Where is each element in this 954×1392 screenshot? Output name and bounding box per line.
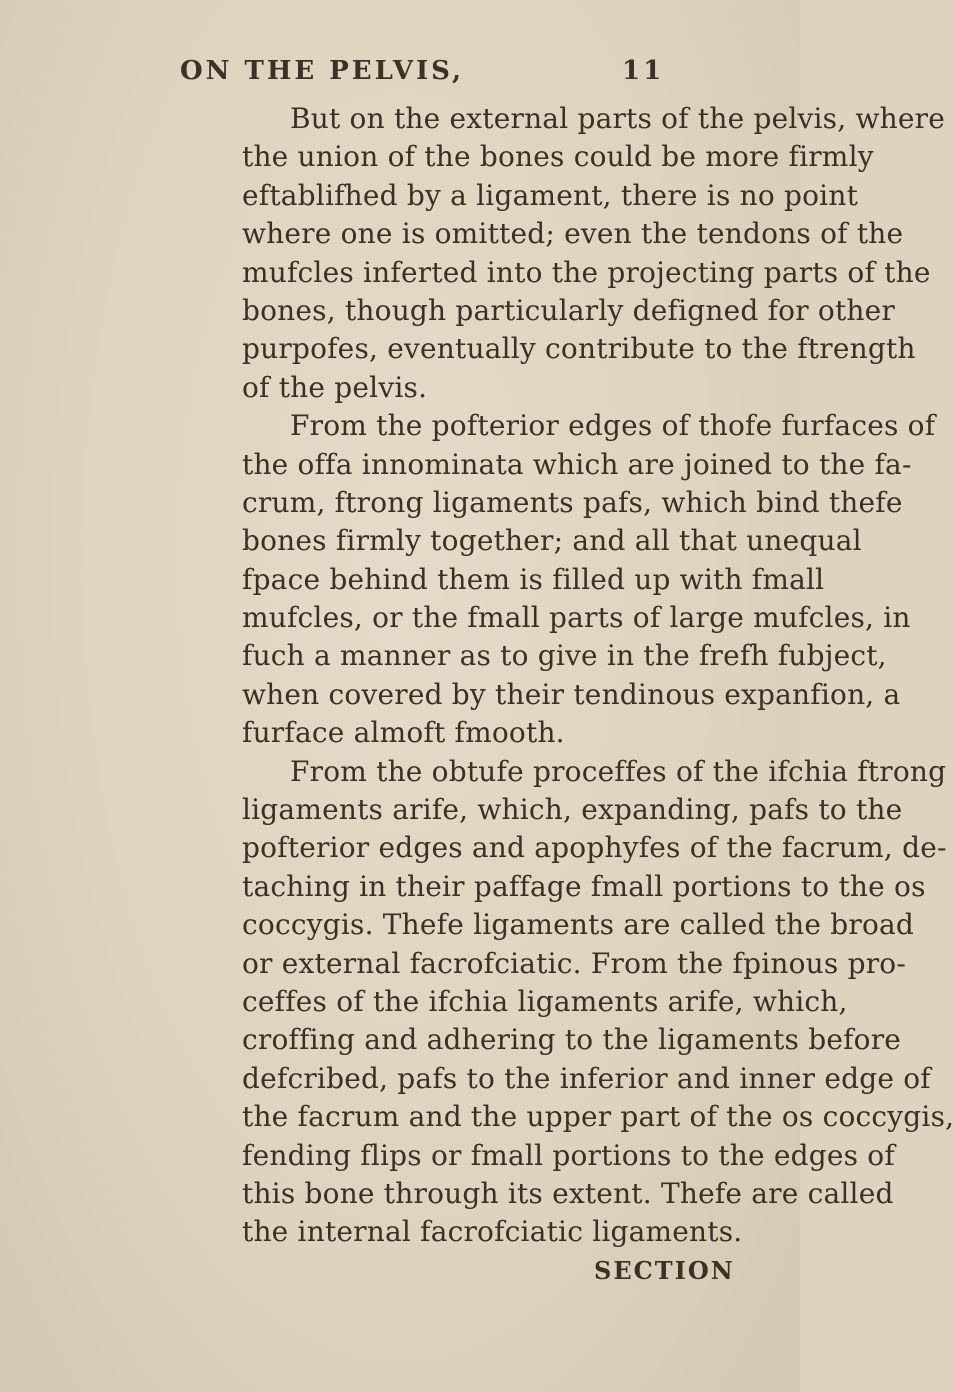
text-line: defcribed, pafs to the inferior and inner edge of [242,1061,931,1095]
page-number: 11 [622,56,665,86]
text-line: taching in their paffage fmall portions to the os [242,869,926,903]
text-line: From the obtufe proceffes of the ifchia ftrong [290,754,947,788]
body-text [242,100,954,1252]
text-line: furface almoft fmooth. [242,716,565,750]
text-line: where one is omitted; even the tendons of the [242,217,904,251]
text-line: coccygis. Thefe ligaments are called the broad [242,908,915,942]
text-line: bones firmly together; and all that unequal [242,524,862,558]
text-line: croffing and adhering to the ligaments before [242,1023,902,1057]
running-head-title: ON THE PELVIS, [180,56,465,86]
text-line: eftablifhed by a ligament, there is no point [242,178,859,212]
text-line: fending flips or fmall portions to the edges of [242,1138,895,1172]
text-line: crum, ftrong ligaments pafs, which bind thefe [242,485,903,519]
text-line: From the pofterior edges of thofe furfaces of [290,409,936,443]
text-line: of the pelvis. [242,370,428,404]
text-line: when covered by their tendinous expanfion, a [242,677,901,711]
text-line: ceffes of the ifchia ligaments arife, which, [242,984,848,1018]
text-line: the internal facrofciatic ligaments. [242,1215,743,1249]
text-line: ligaments arife, which, expanding, pafs to the [242,793,903,827]
catchword: SECTION [594,1256,735,1285]
text-line: the facrum and the upper part of the os coccygis, [242,1100,954,1134]
text-line: mufcles inferted into the projecting parts of the [242,255,931,289]
text-line: the offa innominata which are joined to the fa- [242,447,912,481]
text-line: fuch a manner as to give in the frefh fubject, [242,639,887,673]
text-line: purpofes, eventually contribute to the ftrength [242,332,916,366]
text-line: bones, though particularly defigned for other [242,293,895,327]
text-line: this bone through its extent. Thefe are called [242,1176,894,1210]
text-line: fpace behind them is filled up with fmall [242,562,825,596]
text-line: mufcles, or the fmall parts of large mufcles, in [242,601,911,635]
text-line: But on the external parts of the pelvis, where [290,102,945,135]
text-line: pofterior edges and apophyfes of the facrum, de- [242,831,947,865]
text-line: or external facrofciatic. From the fpinous pro- [242,946,906,980]
text-line: the union of the bones could be more firmly [242,140,874,174]
